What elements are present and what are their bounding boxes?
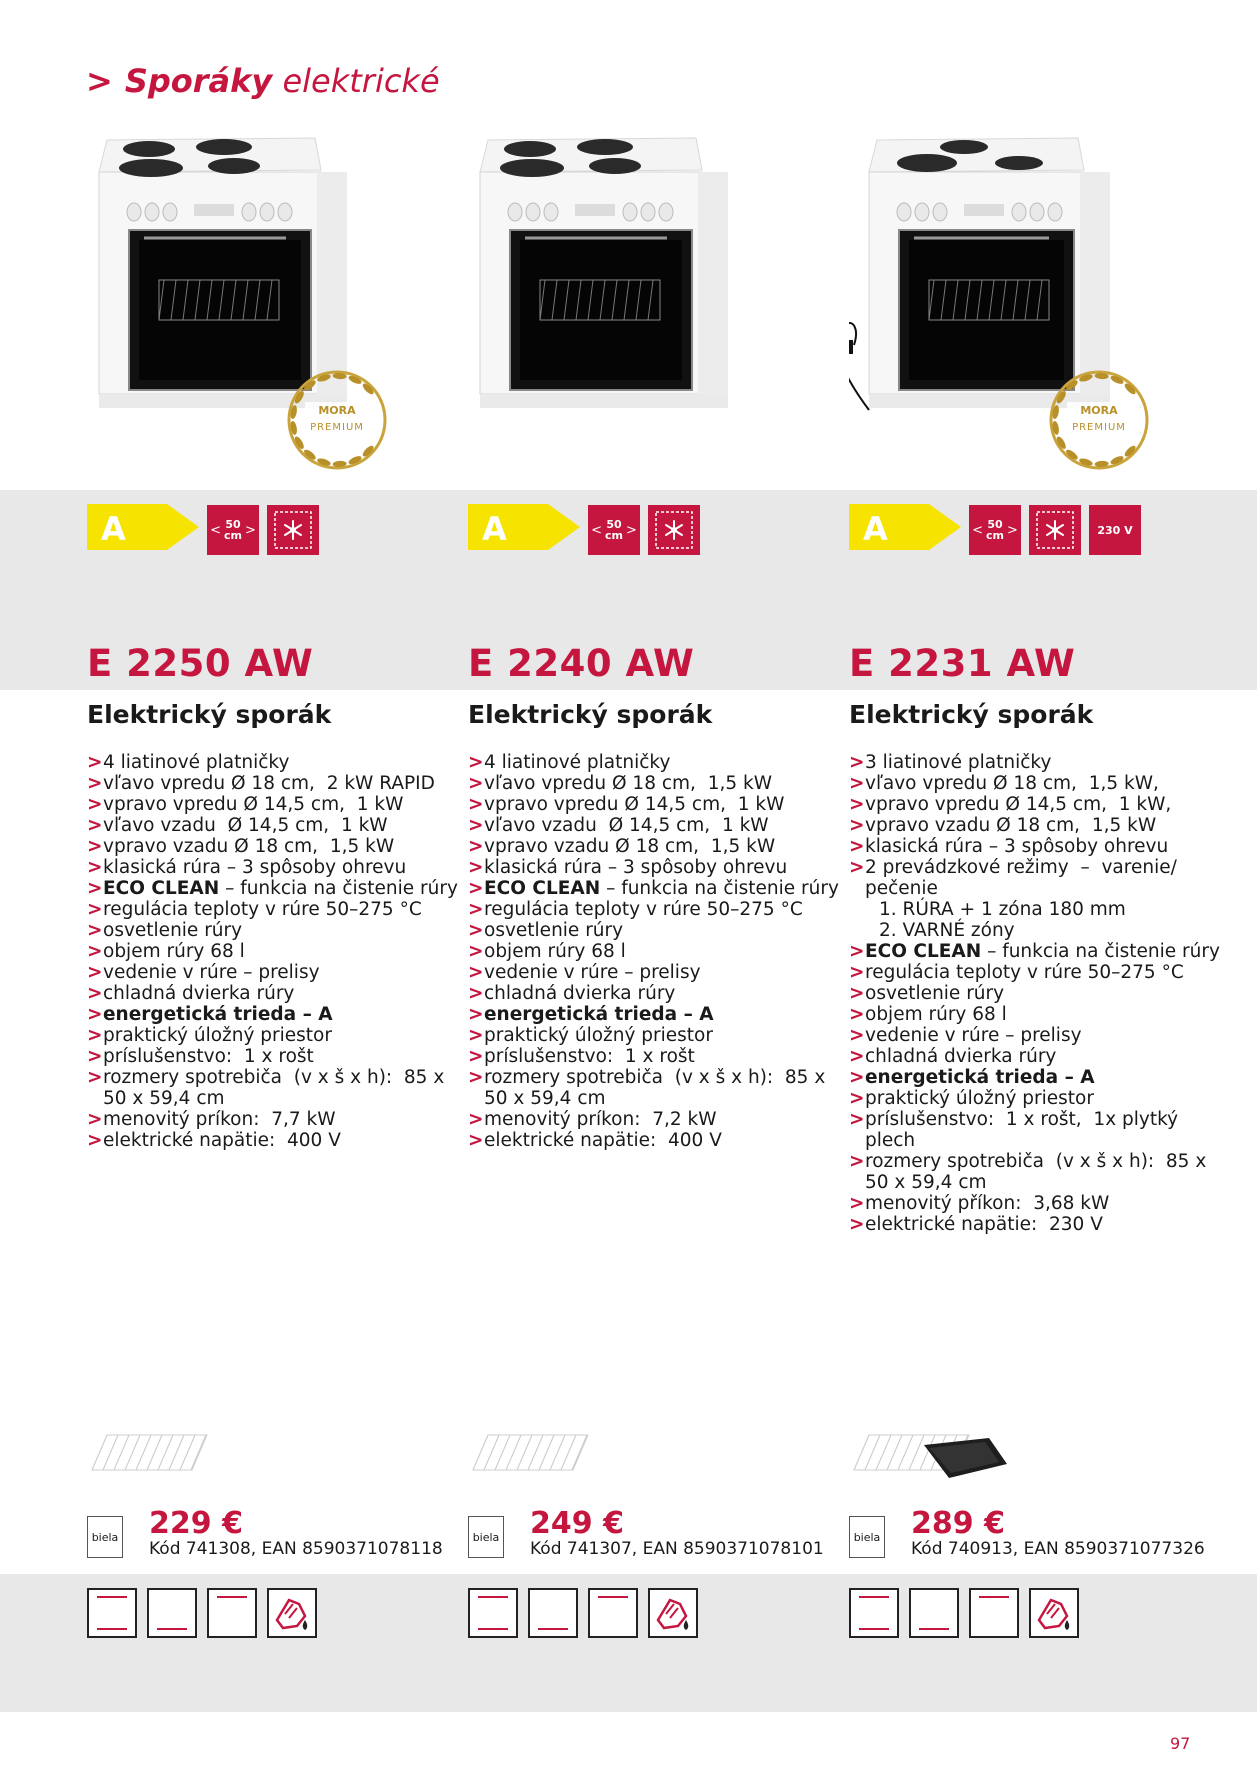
feature-item: > osvetlenie rúry bbox=[87, 920, 243, 941]
bullet-chevron-icon: > bbox=[849, 1067, 865, 1088]
hot-air-badge bbox=[648, 505, 700, 555]
product-type: Elektrický sporák bbox=[849, 700, 1094, 729]
bullet-chevron-icon: > bbox=[87, 815, 103, 836]
product-image bbox=[468, 130, 848, 480]
voltage-badge: 230 V bbox=[1089, 505, 1141, 555]
bullet-chevron-icon: > bbox=[87, 794, 103, 815]
feature-item: > regulácia teploty v rúre 50–275 °C bbox=[87, 899, 422, 920]
product-type: Elektrický sporák bbox=[87, 700, 332, 729]
feature-item: > energetická trieda – A bbox=[849, 1067, 1095, 1088]
width-badge bbox=[588, 505, 640, 555]
bullet-chevron-icon: > bbox=[87, 1109, 103, 1130]
feature-item: > elektrické napätie: 400 V bbox=[468, 1130, 722, 1151]
product-type: Elektrický sporák bbox=[468, 700, 713, 729]
product-card-2 bbox=[468, 0, 848, 1785]
bullet-chevron-icon: > bbox=[468, 815, 484, 836]
width-value: 50 bbox=[225, 518, 241, 531]
feature-item: > klasická rúra – 3 spôsoby ohrevu bbox=[849, 836, 1169, 857]
bullet-chevron-icon: > bbox=[87, 1046, 103, 1067]
feature-list bbox=[468, 752, 846, 1151]
bullet-chevron-icon: > bbox=[468, 899, 484, 920]
bullet-chevron-icon: > bbox=[849, 941, 865, 962]
bullet-chevron-icon: > bbox=[87, 1067, 103, 1088]
feature-item: > vpravo vzadu Ø 18 cm, 1,5 kW bbox=[849, 815, 1157, 836]
bullet-chevron-icon: > bbox=[87, 1004, 103, 1025]
svg-text:A: A bbox=[482, 510, 507, 548]
feature-item: > vedenie v rúre – prelisy bbox=[87, 962, 320, 983]
feature-item: > energetická trieda – A bbox=[468, 1004, 714, 1025]
bullet-chevron-icon: > bbox=[849, 1025, 865, 1046]
cleaning-hand-icon bbox=[650, 1590, 696, 1636]
feature-item: > vľavo vzadu Ø 14,5 cm, 1 kW bbox=[468, 815, 769, 836]
fan-heater-icon bbox=[272, 509, 314, 551]
bullet-chevron-icon: > bbox=[468, 1004, 484, 1025]
bullet-chevron-icon: > bbox=[468, 983, 484, 1004]
feature-item: > praktický úložný priestor bbox=[468, 1025, 713, 1046]
svg-text:A: A bbox=[101, 510, 126, 548]
feature-item: > elektrické napätie: 230 V bbox=[849, 1214, 1103, 1235]
bullet-chevron-icon: > bbox=[87, 962, 103, 983]
bullet-chevron-icon: > bbox=[468, 962, 484, 983]
bullet-chevron-icon: > bbox=[468, 773, 484, 794]
color-variant[interactable]: biela bbox=[849, 1516, 885, 1558]
feature-item: > praktický úložný priestor bbox=[87, 1025, 332, 1046]
feature-item: > vedenie v rúre – prelisy bbox=[849, 1025, 1082, 1046]
feature-item: > 4 liatinové platničky bbox=[87, 752, 290, 773]
svg-text:MORA: MORA bbox=[1080, 404, 1118, 417]
model-name: E 2240 AW bbox=[468, 642, 695, 685]
fan-heater-icon bbox=[1034, 509, 1076, 551]
page-title: > Sporáky elektrické bbox=[86, 62, 440, 100]
svg-text:PREMIUM: PREMIUM bbox=[1072, 422, 1126, 433]
feature-item: > vpravo vpredu Ø 14,5 cm, 1 kW, bbox=[849, 794, 1172, 815]
chevron-right-icon: > bbox=[625, 522, 637, 538]
svg-text:A: A bbox=[863, 510, 888, 548]
product-code: Kód 741307, EAN 8590371078101 bbox=[530, 1539, 824, 1559]
bullet-chevron-icon: > bbox=[849, 1151, 865, 1172]
accessories-image bbox=[468, 1420, 628, 1480]
product-image bbox=[849, 130, 1229, 480]
feature-item: > rozmery spotrebiča (v x š x h): 85 x 50 x 59,4 cm bbox=[849, 1151, 1213, 1193]
energy-class-label bbox=[849, 504, 961, 550]
bullet-chevron-icon: > bbox=[849, 836, 865, 857]
feature-item: > príslušenstvo: 1 x rošt bbox=[87, 1046, 314, 1067]
feature-item: > objem rúry 68 l bbox=[849, 1004, 1007, 1025]
feature-item: > 2 prevádzkové režimy – varenie/ pečenie bbox=[849, 857, 1183, 899]
product-image bbox=[87, 130, 467, 480]
pictogram-3 bbox=[588, 1588, 638, 1638]
bullet-chevron-icon: > bbox=[849, 1214, 865, 1235]
feature-item: > vpravo vzadu Ø 18 cm, 1,5 kW bbox=[468, 836, 776, 857]
chevron-left-icon: < bbox=[972, 522, 983, 538]
pictogram-1 bbox=[849, 1588, 899, 1638]
bullet-chevron-icon: > bbox=[468, 1067, 484, 1088]
bullet-chevron-icon: > bbox=[849, 962, 865, 983]
bullet-chevron-icon: > bbox=[468, 1046, 484, 1067]
feature-item: > praktický úložný priestor bbox=[849, 1088, 1094, 1109]
feature-item: > objem rúry 68 l bbox=[468, 941, 626, 962]
feature-item: > vpravo vpredu Ø 14,5 cm, 1 kW bbox=[468, 794, 785, 815]
feature-item: > regulácia teploty v rúre 50–275 °C bbox=[468, 899, 803, 920]
bullet-chevron-icon: > bbox=[87, 920, 103, 941]
pictogram-2 bbox=[147, 1588, 197, 1638]
pictogram-2 bbox=[528, 1588, 578, 1638]
width-unit: cm bbox=[605, 529, 623, 542]
chevron-right-icon: > bbox=[1006, 522, 1018, 538]
feature-item: > energetická trieda – A bbox=[87, 1004, 333, 1025]
width-value: 50 bbox=[606, 518, 622, 531]
pictogram-1 bbox=[87, 1588, 137, 1638]
feature-item: > vedenie v rúre – prelisy bbox=[468, 962, 701, 983]
bullet-chevron-icon: > bbox=[468, 1025, 484, 1046]
bullet-chevron-icon: > bbox=[468, 941, 484, 962]
price: 249 € bbox=[530, 1506, 624, 1541]
feature-item: > chladná dvierka rúry bbox=[87, 983, 295, 1004]
pictogram-3 bbox=[207, 1588, 257, 1638]
feature-item: > osvetlenie rúry bbox=[849, 983, 1005, 1004]
chevron-right-icon: > bbox=[86, 62, 113, 100]
eco-clean-pictogram bbox=[1029, 1588, 1079, 1638]
feature-item: > menovitý príkon: 7,7 kW bbox=[87, 1109, 336, 1130]
price: 229 € bbox=[149, 1506, 243, 1541]
feature-item: > vľavo vpredu Ø 18 cm, 1,5 kW bbox=[468, 773, 772, 794]
bullet-chevron-icon: > bbox=[87, 878, 103, 899]
bullet-chevron-icon: > bbox=[468, 752, 484, 773]
feature-item: > vľavo vzadu Ø 14,5 cm, 1 kW bbox=[87, 815, 388, 836]
feature-item: 1. RÚRA + 1 zóna 180 mm bbox=[879, 899, 1126, 920]
feature-item: > ECO CLEAN – funkcia na čistenie rúry bbox=[468, 878, 839, 899]
bullet-chevron-icon: > bbox=[849, 1109, 865, 1130]
chevron-right-icon: > bbox=[244, 522, 256, 538]
bullet-chevron-icon: > bbox=[87, 1025, 103, 1046]
pictogram-3 bbox=[969, 1588, 1019, 1638]
feature-item: 2. VARNÉ zóny bbox=[879, 920, 1015, 941]
bullet-chevron-icon: > bbox=[468, 1109, 484, 1130]
bullet-chevron-icon: > bbox=[849, 857, 865, 878]
feature-item: > rozmery spotrebiča (v x š x h): 85 x 50 x 59,4 cm bbox=[468, 1067, 832, 1109]
bullet-chevron-icon: > bbox=[468, 836, 484, 857]
product-card-1 bbox=[87, 0, 467, 1785]
pictogram-1 bbox=[468, 1588, 518, 1638]
feature-item: > ECO CLEAN – funkcia na čistenie rúry bbox=[849, 941, 1220, 962]
feature-item: > menovitý príkon: 7,2 kW bbox=[468, 1109, 717, 1130]
bullet-chevron-icon: > bbox=[87, 941, 103, 962]
feature-item: > klasická rúra – 3 spôsoby ohrevu bbox=[87, 857, 407, 878]
svg-text:PREMIUM: PREMIUM bbox=[310, 422, 364, 433]
svg-text:MORA: MORA bbox=[318, 404, 356, 417]
fan-heater-icon bbox=[653, 509, 695, 551]
feature-item: > ECO CLEAN – funkcia na čistenie rúry bbox=[87, 878, 458, 899]
model-name: E 2231 AW bbox=[849, 642, 1076, 685]
bullet-chevron-icon: > bbox=[468, 794, 484, 815]
feature-item: > vľavo vpredu Ø 18 cm, 2 kW RAPID bbox=[87, 773, 435, 794]
feature-item: > príslušenstvo: 1 x rošt bbox=[468, 1046, 695, 1067]
feature-item: > regulácia teploty v rúre 50–275 °C bbox=[849, 962, 1184, 983]
bullet-chevron-icon: > bbox=[87, 836, 103, 857]
feature-item: > klasická rúra – 3 spôsoby ohrevu bbox=[468, 857, 788, 878]
energy-class-label bbox=[468, 504, 580, 550]
product-code: Kód 740913, EAN 8590371077326 bbox=[911, 1539, 1205, 1559]
color-variant[interactable]: biela bbox=[87, 1516, 123, 1558]
bullet-chevron-icon: > bbox=[87, 899, 103, 920]
width-unit: cm bbox=[986, 529, 1004, 542]
eco-clean-pictogram bbox=[267, 1588, 317, 1638]
product-code: Kód 741308, EAN 8590371078118 bbox=[149, 1539, 443, 1559]
bullet-chevron-icon: > bbox=[468, 1130, 484, 1151]
bullet-chevron-icon: > bbox=[849, 1046, 865, 1067]
bullet-chevron-icon: > bbox=[468, 878, 484, 899]
bullet-chevron-icon: > bbox=[849, 773, 865, 794]
bullet-chevron-icon: > bbox=[849, 983, 865, 1004]
width-badge bbox=[207, 505, 259, 555]
width-unit: cm bbox=[224, 529, 242, 542]
eco-clean-pictogram bbox=[648, 1588, 698, 1638]
bullet-chevron-icon: > bbox=[87, 773, 103, 794]
hot-air-badge bbox=[267, 505, 319, 555]
cleaning-hand-icon bbox=[269, 1590, 315, 1636]
bullet-chevron-icon: > bbox=[849, 1004, 865, 1025]
cleaning-hand-icon bbox=[1031, 1590, 1077, 1636]
price: 289 € bbox=[911, 1506, 1005, 1541]
bullet-chevron-icon: > bbox=[849, 1088, 865, 1109]
feature-item: > elektrické napätie: 400 V bbox=[87, 1130, 341, 1151]
page-number: 97 bbox=[1170, 1734, 1191, 1753]
accessories-image bbox=[849, 1420, 1009, 1480]
pictogram-2 bbox=[909, 1588, 959, 1638]
bullet-chevron-icon: > bbox=[849, 794, 865, 815]
energy-class-label bbox=[87, 504, 199, 550]
hot-air-badge bbox=[1029, 505, 1081, 555]
color-variant[interactable]: biela bbox=[468, 1516, 504, 1558]
product-card-3 bbox=[849, 0, 1229, 1785]
feature-item: > objem rúry 68 l bbox=[87, 941, 245, 962]
feature-item: > rozmery spotrebiča (v x š x h): 85 x 50 x 59,4 cm bbox=[87, 1067, 451, 1109]
chevron-left-icon: < bbox=[591, 522, 602, 538]
feature-item: > príslušenstvo: 1 x rošt, 1x plytký plech bbox=[849, 1109, 1184, 1151]
bullet-chevron-icon: > bbox=[849, 815, 865, 836]
model-name: E 2250 AW bbox=[87, 642, 314, 685]
bullet-chevron-icon: > bbox=[468, 857, 484, 878]
bullet-chevron-icon: > bbox=[87, 1130, 103, 1151]
feature-item: > chladná dvierka rúry bbox=[849, 1046, 1057, 1067]
feature-item: > chladná dvierka rúry bbox=[468, 983, 676, 1004]
chevron-left-icon: < bbox=[210, 522, 221, 538]
feature-item: > 3 liatinové platničky bbox=[849, 752, 1052, 773]
feature-list bbox=[849, 752, 1227, 1235]
bullet-chevron-icon: > bbox=[849, 1193, 865, 1214]
bullet-chevron-icon: > bbox=[87, 752, 103, 773]
bullet-chevron-icon: > bbox=[87, 857, 103, 878]
width-value: 50 bbox=[987, 518, 1003, 531]
feature-item: > osvetlenie rúry bbox=[468, 920, 624, 941]
feature-item: > 4 liatinové platničky bbox=[468, 752, 671, 773]
feature-item: > vpravo vzadu Ø 18 cm, 1,5 kW bbox=[87, 836, 395, 857]
feature-item: > vľavo vpredu Ø 18 cm, 1,5 kW, bbox=[849, 773, 1159, 794]
bullet-chevron-icon: > bbox=[87, 983, 103, 1004]
bullet-chevron-icon: > bbox=[849, 752, 865, 773]
feature-item: > menovitý příkon: 3,68 kW bbox=[849, 1193, 1110, 1214]
accessories-image bbox=[87, 1420, 247, 1480]
feature-item: > vpravo vpredu Ø 14,5 cm, 1 kW bbox=[87, 794, 404, 815]
width-badge bbox=[969, 505, 1021, 555]
feature-list bbox=[87, 752, 465, 1151]
bullet-chevron-icon: > bbox=[468, 920, 484, 941]
